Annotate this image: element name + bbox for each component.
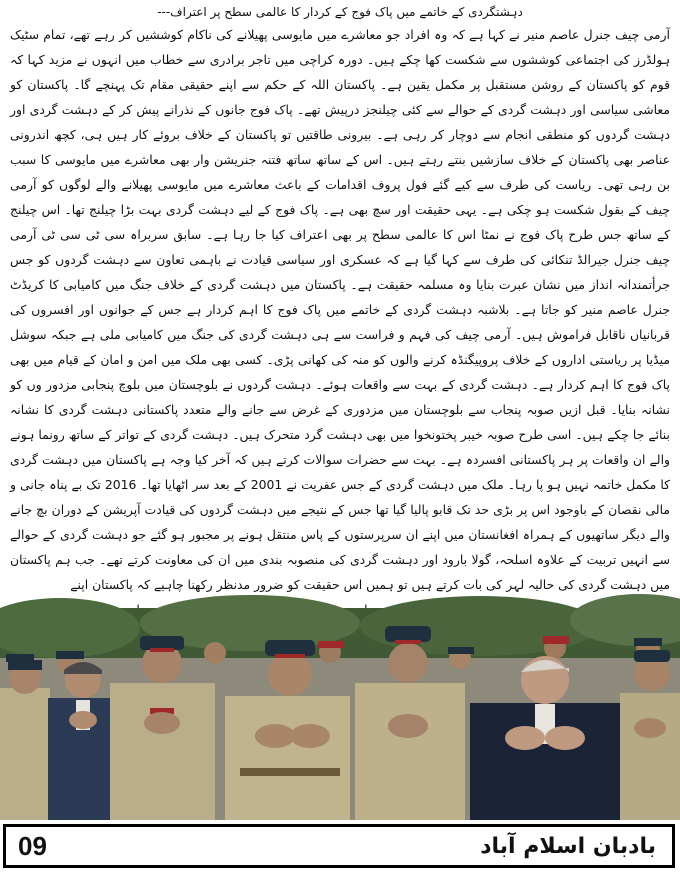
page-footer [3,824,675,868]
article-paragraph-main: آرمی چیف جنرل عاصم منیر نے کہا ہے کہ وہ افراد جو معاشرے میں مایوسی پھیلانے کی ناکام کوششیں کر رہے تھے، تمام سٹیک ہولڈرز کی اجتماعی کوششوں سے شکست کھا چکے ہیں۔ دورہ کراچی میں تاجر برادری سے خطاب میں انہوں نے مزید کہا کہ قوم کو پاکستان کے روشن مستقبل پر مکمل یقین ہے۔ پاکستان اللہ کے حکم سے اپنے حقیقی مقام تک پہنچے گا۔ پاکستان کو معاشی سیاسی اور دہشت گردی کے حوالے سے کئی چیلنجز درپیش تھے۔ پاک فوج جانوں کے نذرانے پیش کر کے دہشت گردی اور دہشت گردوں کو منطقی انجام سے دوچار کر رہی ہے۔ بیرونی طاقتیں تو پاکستان کے خلاف بروئے کار ہیں ہی، کچھ اندرونی عناصر بھی پاکستان کے خلاف سازشیں بنتے رہتے ہیں۔ اس کے ساتھ ساتھ فتنہ جنریشن وار بھی معاشرے میں مایوسی کا سبب بن رہی تھی۔ ریاست کی طرف سے کیے گئے فول پروف اقدامات کے باعث معاشرے میں مایوسی پھیلانے والے لوگوں کو آرمی چیف کے بقول شکست ہو چکی ہے۔ یہی حقیقت اور سچ بھی ہے۔ پاک فوج کے لیے دہشت گردی بہت بڑا چیلنج تھا۔ اس چیلنج کے ساتھ جس طرح پاک فوج نے نمٹا اس کا عالمی سطح پر بھی اعتراف کیا جا رہا ہے۔ سابق سربراہ سی ٹی سی ٹی آرمی چیف جنرل جیرالڈ تنکائی کی طرف سے کہا گیا ہے کہ عسکری اور سیاسی قیادت نے باہمی تعاون سے دہشت گردوں کو جس جرأتمندانہ انداز میں نشان عبرت بنایا وہ مسلمہ حقیقت ہے۔ پاکستان میں دہشت گردی کے خلاف جنگ میں کامیابی کا کریڈٹ جنرل عاصم منیر کو جاتا ہے۔ بلاشبہ دہشت گردی کے خاتمے میں پاک فوج کا اہم کردار ہے جس کے جوانوں اور افسروں کی قربانیاں ناقابل فراموش ہیں۔ آرمی چیف کی فہم و فراست سے ہی دہشت گردی کی جنگ میں کامیابی ملی ہے جبکہ سوشل میڈیا پر ریاستی اداروں کے خلاف پروپیگنڈہ کرنے والوں کو منہ کی کھانی پڑی۔ کسی بھی ملک میں امن و امان کے قیام میں بھی پاک فوج کا اہم کردار ہے۔ دہشت گردی کے بہت سے واقعات ہوئے۔ دہشت گردوں نے بلوچستان میں بلوچ پنجابی مزدور وں کو نشانہ بنایا۔ قبل ازیں صوبہ پنجاب سے بلوچستان میں مزدوری کے غرض سے جانے والے متعدد پاکستانی دہشت گردی کا نشانہ بنائے جا چکے ہیں۔ اسی طرح صوبہ خیبر پختونخوا میں بھی دہشت گرد متحرک ہیں۔ دہشت گردی کے تواتر کے ساتھ رونما ہونے والے ان واقعات پر ہر پاکستانی افسردہ ہے۔ بہت سے حضرات سوالات کرتے ہیں کہ آخر کیا وجہ ہے پاکستان میں دہشت گردی کا مکمل خاتمہ نہیں ہو پا رہا۔ ملک میں دہشت گردی کے جس عفریت نے 2001 کے بعد سر اٹھایا تھا۔ 2016 تک بے پناہ جانی و مالی نقصان کے باوجود اس پر بڑی حد تک قابو پالیا گیا تھا جس کے نتیجے میں دہشت گردوں کی قیادت آپریشن کے دوران بچ جانے والے دیگر ساتھیوں کے ہمراہ افغانستان میں اپنے ان سرپرستوں کے پاس منتقل ہونے پر مجبور ہو گئے جو دہشت گردی کے حوالے سے انہیں تربیت کے علاوہ اسلحہ، گولا بارود اور دہشت گردی کی منصوبہ بندی میں ان کی معاونت کرتے تھے۔ جب ہم پاکستان میں دہشت گردی کی حالیہ لہر کی بات کرتے ہیں تو ہمیں اس حقیقت کو ضرور مدنظر رکھنا چاہیے کہ پاکستان اپنے [10,27,671,592]
article-body [10,22,670,597]
page-number: 09 [18,831,47,861]
photo-illustration [0,608,680,820]
article-headline: دہشتگردی کے خاتمے میں پاک فوج کے کردار کا عالمی سطح پر اعتراف--- [157,5,523,19]
magazine-name: بادبان اسلام آباد [480,834,656,859]
group-prayer-photo [0,608,680,820]
